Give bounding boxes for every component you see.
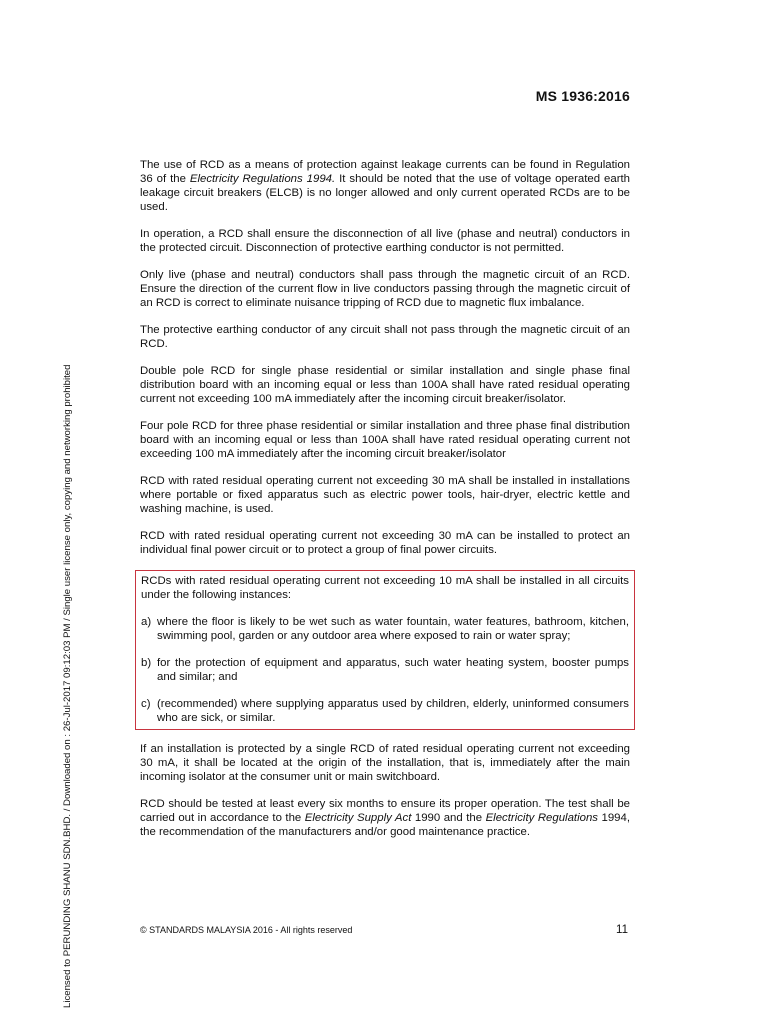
page-number: 11 <box>616 924 628 936</box>
regulation-reference: Electricity Regulations 1994. <box>189 173 336 185</box>
paragraph-text: 1994, the recommendation of the manufacturers and/or good maintenance practice. <box>140 812 630 838</box>
act-reference: Electricity Supply Act <box>304 812 412 824</box>
paragraph-text: 1990 and the <box>411 812 486 824</box>
paragraph-single-rcd-location: If an installation is protected by a single RCD of rated residual operating current not exceeding 30 mA, it shall be located at the origin of the installation, that is, immediately after the main incoming isolator at the consumer unit or main switchboard. <box>140 743 630 783</box>
list-item <box>141 615 629 643</box>
list-item <box>141 656 629 684</box>
boxed-intro: RCDs with rated residual operating current not exceeding 10 mA shall be installed in all circuits under the following instances: <box>141 575 629 601</box>
list-marker: a) <box>141 616 152 628</box>
paragraph-four-pole-rcd: Four pole RCD for three phase residential or similar installation and three phase final distribution board with an incoming equal or less than 100A shall have rated residual operating current not exceeding 100 mA immediately after the incoming circuit breaker/isolator <box>140 420 630 460</box>
document-id: MS 1936:2016 <box>535 88 630 104</box>
paragraph-live-conductors: Only live (phase and neutral) conductors shall pass through the magnetic circuit of an RCD. Ensure the direction of the current flow in live conductors passing through the magnetic circuit of an RCD is correct to eliminate nuisance tripping of RCD due to magnetic flux imbalance. <box>140 269 630 309</box>
copyright-notice: © STANDARDS MALAYSIA 2016 - All rights reserved <box>140 925 353 935</box>
paragraph-rcd-regulation <box>140 158 630 214</box>
paragraph-rcd-operation: In operation, a RCD shall ensure the disconnection of all live (phase and neutral) conductors in the protected circuit. Disconnection of protective earthing conductor is not permitted. <box>140 228 630 254</box>
highlighted-10ma-section <box>135 570 635 730</box>
paragraph-double-pole-rcd: Double pole RCD for single phase residential or similar installation and single phase final distribution board with an incoming equal or less than 100A shall have rated residual operating current not exceeding 100 mA immediately after the incoming circuit breaker/isolator. <box>140 365 630 405</box>
regulation-reference: Electricity Regulations <box>485 812 598 824</box>
page-footer <box>140 924 628 936</box>
list-item-text: where the floor is likely to be wet such as water fountain, water features, bathroom, kitchen, swimming pool, garden or any outdoor area where exposed to rain or water spray; <box>157 616 629 642</box>
paragraph-text: It should be noted that the use of voltage operated earth leakage circuit breakers (ELCB) is no longer allowed and only current operated RCDs are to be used. <box>140 173 631 213</box>
list-marker: b) <box>141 657 152 669</box>
paragraph-30ma-installations: RCD with rated residual operating current not exceeding 30 mA shall be installed in installations where portable or fixed apparatus such as electric power tools, hair-dryer, electric kettle and washing machine, is used. <box>140 475 630 515</box>
paragraph-rcd-testing <box>140 797 630 839</box>
list-marker: c) <box>141 698 151 710</box>
list-item-text: (recommended) where supplying apparatus used by children, elderly, uninformed consumers who are sick, or similar. <box>157 698 629 724</box>
license-watermark: Licensed to PERUNDING SHANU SDN.BHD. / Downloaded on : 26-Jul-2017 09:12:03 PM / Single user license only, copying and networking prohibited <box>62 364 73 1008</box>
paragraph-text: The use of RCD as a means of protection against leakage currents can be found in Regulation 36 of the <box>140 159 630 185</box>
list-item <box>141 697 629 725</box>
document-body <box>140 158 630 852</box>
paragraph-earthing-conductor: The protective earthing conductor of any circuit shall not pass through the magnetic circuit of an RCD. <box>140 324 630 350</box>
list-item-text: for the protection of equipment and apparatus, such water heating system, booster pumps and similar; and <box>157 657 629 683</box>
paragraph-30ma-final-circuits: RCD with rated residual operating current not exceeding 30 mA can be installed to protect an individual final power circuit or to protect a group of final power circuits. <box>140 530 630 556</box>
paragraph-text: RCD should be tested at least every six months to ensure its proper operation. The test shall be carried out in accordance to the <box>140 798 630 824</box>
